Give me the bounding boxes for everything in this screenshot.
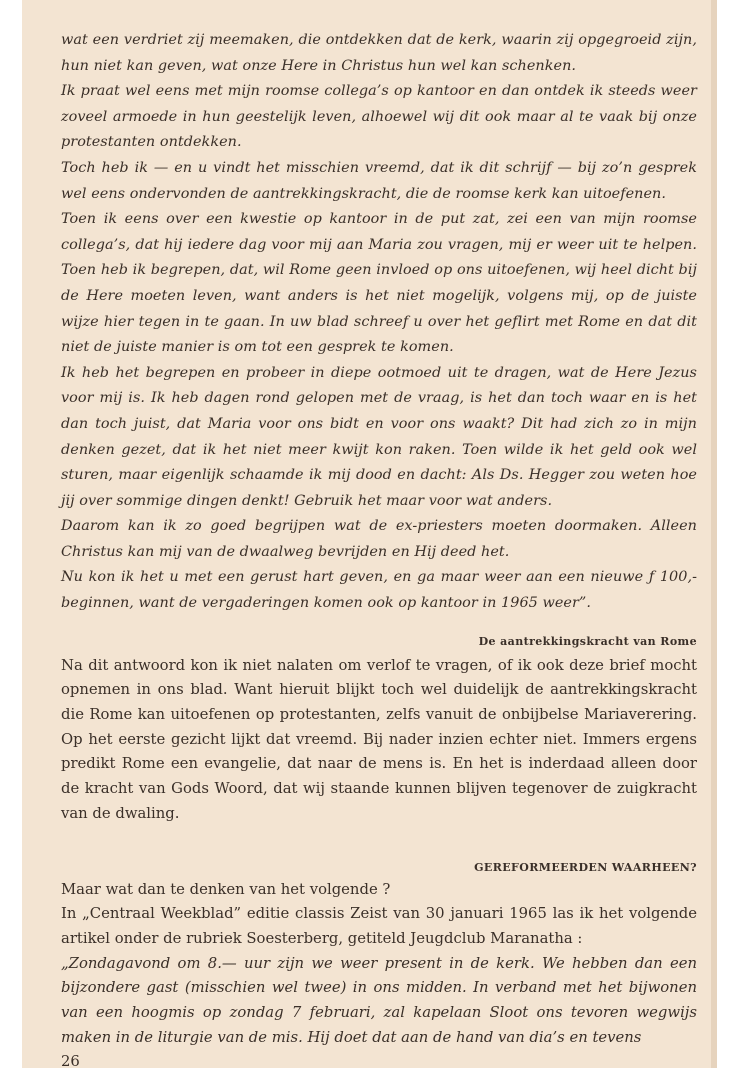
letter-paragraph: Nu kon ik het u met een gerust hart geven, en ga maar weer aan een nieuwe ƒ 100,- beginnen, want de vergaderingen komen ook op kantoor in 1965 weer”.	[61, 569, 697, 612]
page-edge	[711, 0, 717, 1068]
quote-intro: In „Centraal Weekblad” editie classis Zeist van 30 januari 1965 las ik het volgende artikel onder de rubriek Soesterberg, getiteld Jeugdclub Maranatha :	[61, 905, 697, 947]
letter-paragraph: Toch heb ik — en u vindt het misschien vreemd, dat ik dit schrijf — bij zo’n gesprek wel eens ondervonden de aantrekkingskracht, die de roomse kerk kan uitoefenen.	[61, 159, 697, 202]
body-paragraph: Maar wat dan te denken van het volgende ?	[61, 880, 391, 898]
body-section-2	[61, 878, 697, 1051]
page-number: 26	[61, 1052, 80, 1070]
section-heading-reformed: GEREFORMEERDEN WAARHEEN?	[474, 860, 697, 874]
letter-paragraph: Toen ik eens over een kwestie op kantoor in de put zat, zei een van mijn roomse collega’s, dat hij iedere dag voor mij aan Maria zou vragen, mij er weer uit te helpen. Toen heb ik begrepen, dat, wil Rome geen invloed op ons uitoefenen, wij heel dicht bij de Here moeten leven, want anders is het niet mogelijk, volgens mij, op de juiste wijze hier tegen in te gaan. In uw blad schreef u over het geflirt met Rome en dat dit niet de juiste manier is om tot een gesprek te komen.	[61, 211, 697, 356]
quoted-article: „Zondagavond om 8.— uur zijn we weer present in de kerk. We hebben dan een bijzondere gast (misschien wel twee) in ons midden. In verband met het bijwonen van een hoogmis op zondag 7 februari, zal kapelaan Sloot ons tevoren wegwijs maken in de liturgie van de mis. Hij doet dat aan de hand van dia’s en tevens	[61, 954, 697, 1046]
page-text	[61, 28, 697, 1073]
letter-paragraph: Ik heb het begrepen en probeer in diepe ootmoed uit te dragen, wat de Here Jezus voor mij is. Ik heb dagen rond gelopen met de vraag, is het dan toch waar en is het dan toch juist, dat Maria voor ons bidt en voor ons waakt? Dit had zich zo in mijn denken gezet, dat ik het niet meer kwijt kon raken. Toen wilde ik het geld ook wel sturen, maar eigenlijk schaamde ik mij dood en dacht: Als Ds. Hegger zou weten hoe jij over sommige dingen denkt! Gebruik het maar voor wat anders.	[61, 364, 697, 509]
body-paragraph: Na dit antwoord kon ik niet nalaten om verlof te vragen, of ik ook deze brief mocht opnemen in ons blad. Want hieruit blijkt toch wel duidelijk de aantrekkingskracht die Rome kan uitoefenen op protestanten, zelfs vanuit de onbijbelse Mariaverering. Op het eerste gezicht lijkt dat vreemd. Bij nader inzien echter niet. Immers ergens predikt Rome een evangelie, dat naar de mens is. En het is inderdaad alleen door de kracht van Gods Woord, dat wij staande kunnen blijven tegenover de zuigkracht van de dwaling.	[61, 656, 697, 822]
body-paragraph-quote	[61, 902, 697, 1050]
section-heading-attraction: De aantrekkingskracht van Rome	[478, 634, 697, 648]
letter-paragraph: wat een verdriet zij meemaken, die ontdekken dat de kerk, waarin zij opgegroeid zijn, hun niet kan geven, wat onze Here in Christus hun wel kan schenken.	[61, 32, 697, 74]
letter-quote	[61, 28, 697, 617]
letter-paragraph: Daarom kan ik zo goed begrijpen wat de ex-priesters moeten doormaken. Alleen Christus kan mij van de dwaalweg bevrijden en Hij deed het.	[61, 518, 697, 560]
body-section-1	[61, 654, 697, 827]
letter-paragraph: Ik praat wel eens met mijn roomse collega’s op kantoor en dan ontdek ik steeds weer zoveel armoede in hun geestelijk leven, alhoewel wij dit ook maar al te vaak bij onze protestanten ontdekken.	[61, 83, 697, 151]
